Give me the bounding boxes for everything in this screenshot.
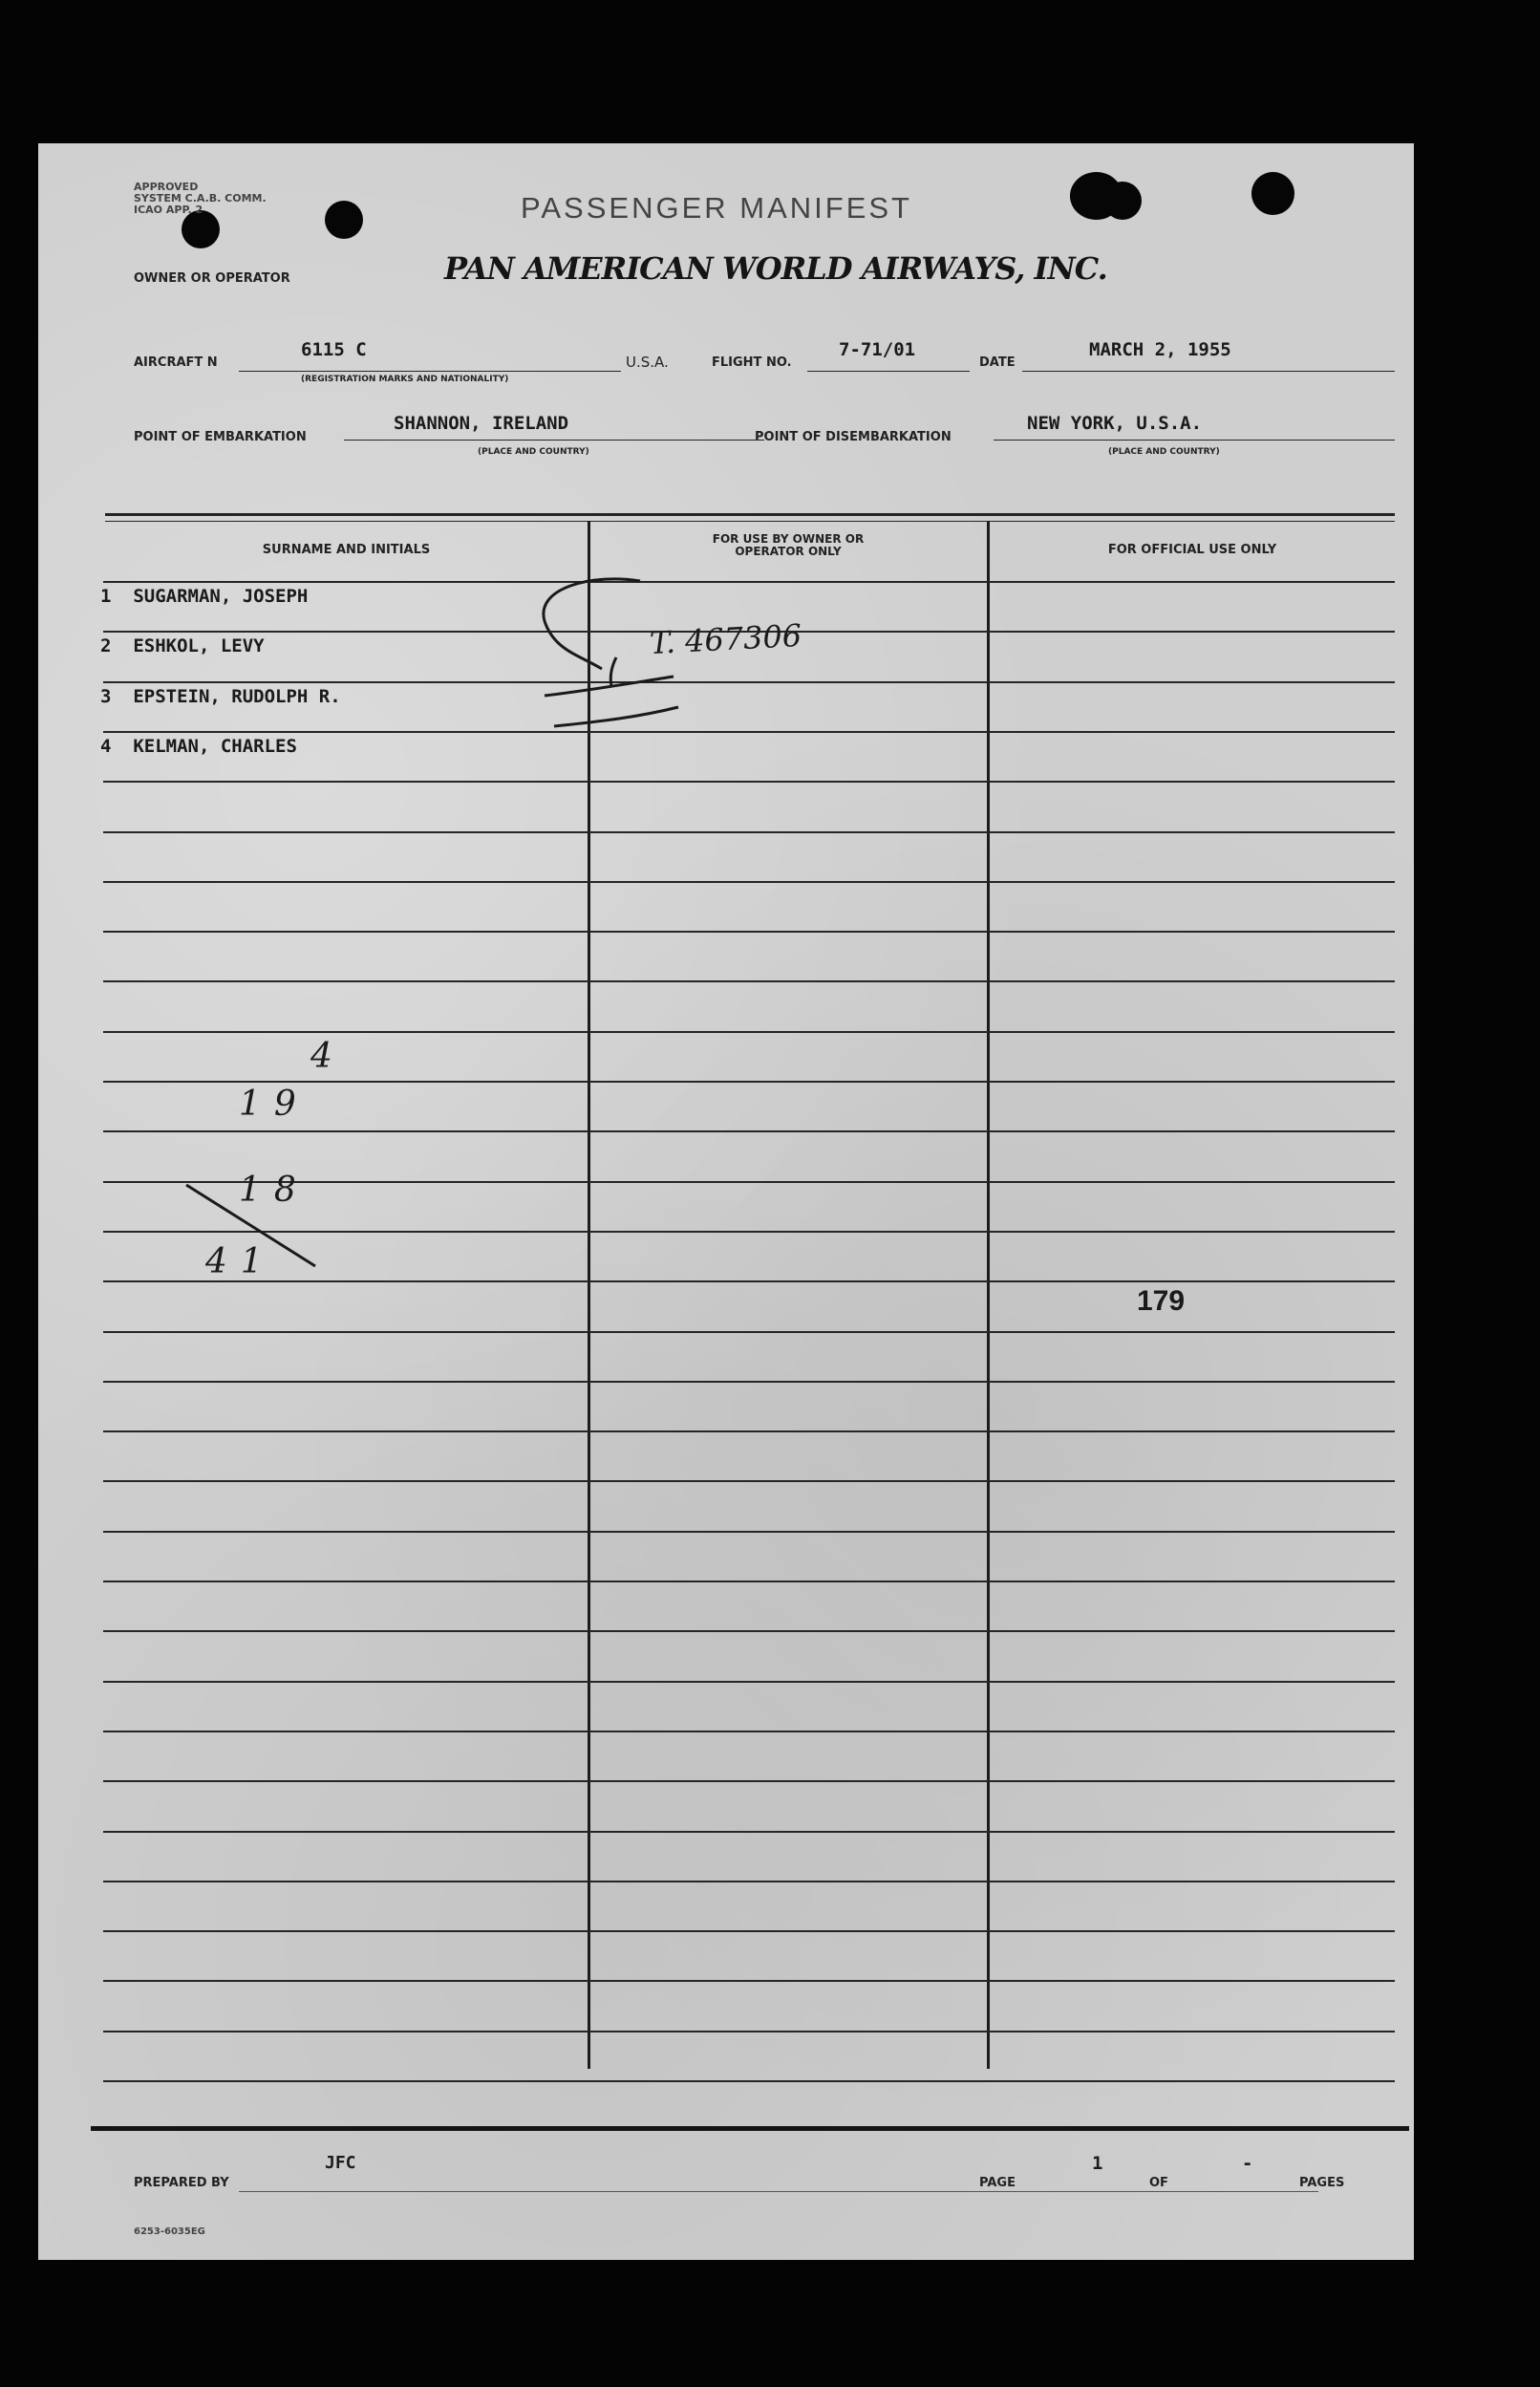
margin-note: 4 bbox=[310, 1037, 332, 1076]
header-owner-use: FOR USE BY OWNER OR OPERATOR ONLY bbox=[712, 532, 865, 558]
embark-caption: (PLACE AND COUNTRY) bbox=[478, 447, 589, 457]
table-top-border bbox=[105, 513, 1395, 516]
embark-label: POINT OF EMBARKATION bbox=[134, 430, 307, 444]
owner-label: OWNER OR OPERATOR bbox=[134, 271, 290, 286]
date-value: MARCH 2, 1955 bbox=[1089, 339, 1231, 360]
column-divider-2 bbox=[987, 521, 990, 2069]
passenger-number: 2 bbox=[100, 635, 112, 656]
table-rule-line bbox=[103, 1780, 1395, 1782]
table-rule-line bbox=[103, 1881, 1395, 1882]
punch-hole-left bbox=[182, 210, 220, 248]
page-title: PASSENGER MANIFEST bbox=[521, 191, 912, 225]
table-rule-line bbox=[103, 1430, 1395, 1432]
tally-line bbox=[182, 1180, 325, 1276]
usa-label: U.S.A. bbox=[626, 354, 669, 371]
flight-label: FLIGHT NO. bbox=[712, 355, 792, 370]
aircraft-value: 6115 C bbox=[301, 339, 367, 360]
header-surname: SURNAME AND INITIALS bbox=[262, 543, 431, 557]
margin-note: 18 bbox=[239, 1171, 310, 1210]
table-rule-line bbox=[103, 881, 1395, 883]
table-rule-line bbox=[103, 781, 1395, 783]
table-rule-line bbox=[103, 931, 1395, 933]
prepared-value: JFC bbox=[325, 2153, 356, 2173]
embark-value: SHANNON, IRELAND bbox=[394, 413, 569, 434]
passenger-name: KELMAN, CHARLES bbox=[133, 736, 297, 757]
table-rule-line bbox=[103, 1480, 1395, 1482]
table-rule-line bbox=[103, 1681, 1395, 1683]
margin-note: 19 bbox=[239, 1085, 310, 1124]
table-rule-line bbox=[103, 980, 1395, 982]
footer-border bbox=[91, 2126, 1409, 2131]
page-number: 1 bbox=[1092, 2153, 1103, 2174]
margin-note: 41 bbox=[205, 1242, 276, 1281]
table-rule-line bbox=[103, 831, 1395, 833]
table-rule-line bbox=[103, 1630, 1395, 1632]
owner-note: T. 467306 bbox=[649, 616, 803, 662]
punch-hole-right-2 bbox=[1103, 182, 1142, 220]
table-rule-line bbox=[103, 1130, 1395, 1132]
page-total: - bbox=[1242, 2153, 1253, 2174]
passenger-name: SUGARMAN, JOSEPH bbox=[133, 586, 309, 607]
passenger-row bbox=[100, 686, 341, 707]
operator-name: PAN AMERICAN WORLD AIRWAYS, INC. bbox=[444, 250, 1107, 287]
table-rule-line bbox=[103, 581, 1395, 583]
manifest-sheet bbox=[38, 143, 1414, 2260]
aircraft-label: AIRCRAFT N bbox=[134, 355, 218, 370]
passenger-name: EPSTEIN, RUDOLPH R. bbox=[133, 686, 341, 707]
table-rule-line bbox=[103, 1980, 1395, 1982]
table-rule-line bbox=[103, 1531, 1395, 1533]
date-label: DATE bbox=[979, 355, 1016, 370]
header-official-use: FOR OFFICIAL USE ONLY bbox=[1107, 543, 1277, 557]
disembark-caption: (PLACE AND COUNTRY) bbox=[1108, 447, 1220, 457]
passenger-row bbox=[100, 586, 308, 607]
passenger-row bbox=[100, 635, 265, 656]
table-rule-line bbox=[103, 1930, 1395, 1932]
passenger-number: 3 bbox=[100, 686, 112, 707]
registration-caption: (REGISTRATION MARKS AND NATIONALITY) bbox=[301, 375, 509, 384]
passenger-row bbox=[100, 736, 297, 757]
official-number: 179 bbox=[1137, 1285, 1186, 1317]
approval-stamp: APPROVED SYSTEM C.A.B. COMM. ICAO APP. 2 bbox=[134, 181, 267, 216]
table-rule-line bbox=[103, 1831, 1395, 1833]
form-number: 6253-6035EG bbox=[134, 2226, 205, 2237]
pages-label: PAGES bbox=[1299, 2176, 1345, 2190]
prepared-label: PREPARED BY bbox=[134, 2176, 229, 2190]
table-rule-line bbox=[103, 2080, 1395, 2082]
table-rule-line bbox=[103, 681, 1395, 683]
table-rule-line bbox=[103, 1031, 1395, 1033]
handwritten-brace bbox=[487, 564, 707, 784]
punch-hole-right-3 bbox=[1251, 172, 1294, 215]
table-rule-line bbox=[103, 1581, 1395, 1582]
table-rule-line bbox=[103, 1381, 1395, 1383]
passenger-name: ESHKOL, LEVY bbox=[133, 635, 265, 656]
passenger-number: 1 bbox=[100, 586, 112, 607]
passenger-number: 4 bbox=[100, 736, 112, 757]
table-rule-line bbox=[103, 1331, 1395, 1333]
disembark-label: POINT OF DISEMBARKATION bbox=[755, 430, 952, 444]
of-label: OF bbox=[1149, 2176, 1168, 2190]
table-rule-line bbox=[103, 2031, 1395, 2032]
punch-hole-left-2 bbox=[325, 201, 363, 239]
table-rule-line bbox=[103, 1081, 1395, 1083]
table-rule-line bbox=[103, 1731, 1395, 1732]
page-label: PAGE bbox=[979, 2176, 1016, 2190]
disembark-value: NEW YORK, U.S.A. bbox=[1027, 413, 1203, 434]
flight-number: 7-71/01 bbox=[839, 339, 916, 360]
table-rule-line bbox=[103, 731, 1395, 733]
table-rule-line bbox=[103, 1280, 1395, 1282]
